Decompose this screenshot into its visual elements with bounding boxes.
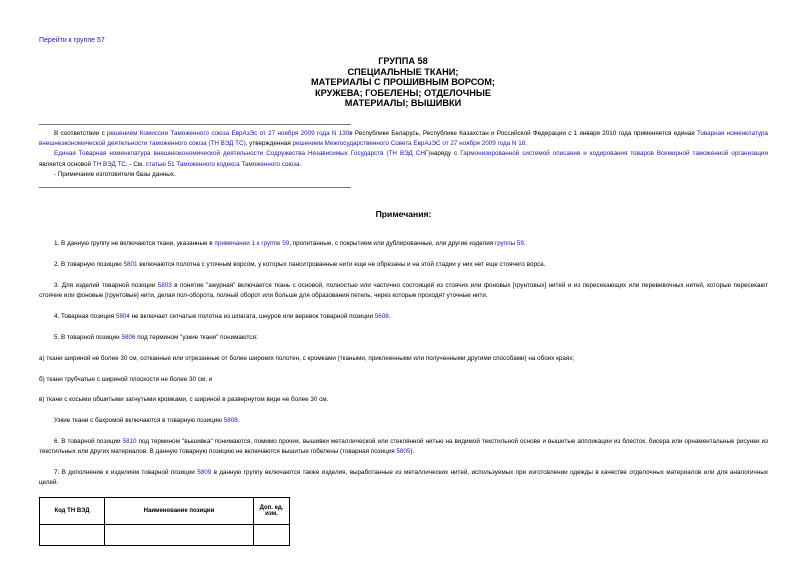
- group-title: [250, 56, 556, 109]
- wco-link[interactable]: Всемирной таможенной организации: [656, 150, 769, 158]
- divider-bottom: [39, 187, 351, 188]
- manufacturer-note-box: [39, 129, 768, 180]
- heading-5801-link[interactable]: 5801: [123, 261, 138, 268]
- note-3: 3. Для изделий товарной позиции 5803 в понятие "ажурная" включается ткань с основой, полностью или частично состоящей из стоячих или фоновых [грунтовых] нитей и из пересекающих или перевивочных нитей, которые пересекают стоячие или фоновые [грунтовые] нити, делая пол-оборота, полный оборот или больше для образования петель, через которые проходят уточные нити.: [39, 282, 768, 300]
- notes-heading: Примечания:: [375, 209, 432, 219]
- harmonized-system-link[interactable]: Гармонизированной системой описания и кодирования товаров: [460, 150, 654, 158]
- table-row: [40, 525, 290, 546]
- heading-5803-link[interactable]: 5803: [157, 282, 172, 289]
- article-51-link[interactable]: статью 51 Таможенного кодекса Таможенного союза: [145, 160, 300, 168]
- note-1: 1. В данную группу не включаются ткани, указанные в примечании 1 к группе 59, пропитанные, с покрытием или дублированные, или другие изделия группы 59.: [54, 240, 526, 247]
- heading-5810-link[interactable]: 5810: [122, 438, 137, 445]
- heading-5804-link[interactable]: 5804: [115, 313, 130, 320]
- tn-ved-ts-link-2[interactable]: ТН ВЭД ТС: [92, 160, 126, 168]
- note-5: 5. В товарной позиции 5806 под термином "узкие ткани" понимаются:: [54, 334, 258, 341]
- heading-5608-link[interactable]: 5608: [374, 313, 389, 320]
- table-cell: [40, 525, 105, 546]
- divider-top: [39, 124, 351, 125]
- column-header-name: Наименование позиции: [105, 498, 254, 525]
- codes-table: [39, 497, 290, 546]
- column-header-unit: Доп. ед. изм.: [254, 498, 290, 525]
- title-line: МАТЕРИАЛЫ; ВЫШИВКИ: [344, 98, 462, 109]
- title-line: КРУЖЕВА; ГОБЕЛЕНЫ; ОТДЕЛОЧНЫЕ: [315, 87, 491, 98]
- decision-130-link[interactable]: решением Комиссии Таможенного союза ЕврАзЭс от 27 ноября 2009 года N 130: [107, 130, 350, 137]
- note-1-group-59-note-link[interactable]: примечании 1 к группе 59: [214, 240, 290, 247]
- table-cell: [105, 525, 254, 546]
- heading-5808-link[interactable]: 5808: [223, 417, 238, 424]
- info-paragraph-2: Единая Товарная номенклатура внешнеэкономической деятельности Содружества Независимых Государств (ТН ВЭД СНГ)наряду с Гармонизированной системой описания и кодирования товаров Всемирной таможенной организации является основой ТН ВЭД ТС. - См. статью 51 Таможенного кодекса Таможенного союза.: [39, 150, 769, 168]
- note-4: 4. Товарная позиция 5804 не включает сетчатые полотна из шпагата, шнуров или веревок товарной позиции 5608.: [54, 313, 391, 320]
- tn-ved-sng-link[interactable]: Единая Товарная номенклатура внешнеэкономической деятельности Содружества Независимых Государств (ТН ВЭД СНГ): [54, 150, 431, 158]
- tn-ved-ts-link[interactable]: Товарная номенклатура внешнеэкономической деятельности таможенного союза (ТН ВЭД ТС): [39, 130, 768, 148]
- note-5-item-b: б) ткани трубчатые с шириной плоскости не более 30 см; и: [39, 376, 213, 383]
- heading-5806-link[interactable]: 5806: [121, 334, 136, 341]
- note-5-tail: Узкие ткани с бахромой включаются в товарную позицию 5808.: [54, 417, 240, 424]
- note-6: 6. В товарной позиции 5810 под термином "вышивка" понимаются, помимо прочих, вышивки металлической или стеклянной нитью на видимой текстильной основе и вышитые аппликации из блесток, бисера или орнаментальные рисунки из текстильных или других материалов. В данную товарную позицию не включаются вышитые гобелены (товарная позиция 5805).: [39, 438, 768, 456]
- column-header-code: Код ТН ВЭД: [40, 498, 105, 525]
- title-line: МАТЕРИАЛЫ С ПРОШИВНЫМ ВОРСОМ;: [310, 77, 495, 88]
- table-cell: [254, 525, 290, 546]
- heading-5805-link[interactable]: 5805: [396, 448, 411, 456]
- decision-18-link[interactable]: решением Межгосударственного Совета ЕврАзЭС от 27 ноября 2009 года N 18: [292, 140, 526, 148]
- goto-group-57-link[interactable]: Перейти к группе 57: [39, 37, 105, 44]
- heading-5809-link[interactable]: 5809: [197, 469, 212, 476]
- note-2: 2. В товарную позицию 5801 включаются полотна с уточным ворсом, у которых ланситрованные нити еще не обрезаны и на этой стадии у них нет еще стоячего ворса.: [54, 261, 546, 268]
- note-5-item-a: а) ткани шириной не более 30 см, сотканные или отрезанные от более широких полотен, с кромками (ткаными, приклеенными или полученными другими способами) на обоих краях;: [39, 355, 575, 362]
- note-5-item-c: в) ткани с косыми обшитыми загнутыми кромками, с шириной в развернутом виде не более 30 см.: [39, 396, 329, 403]
- note-7: 7. В дополнение к изделиям товарной позиции 5809 в данную группу включаются также изделия, выработанные из металлических нитей, используемых при изготовлении одежды в качестве отделочных материалов или для аналогичных целей.: [39, 469, 768, 487]
- table-header-row: [40, 498, 290, 525]
- info-paragraph-1: В соответствии с решением Комиссии Таможенного союза ЕврАзЭс от 27 ноября 2009 года N 130в Республике Беларусь, Республике Казахстан и Российской Федерации с 1 января 2010 года применяется единая Товарная номенклатура внешнеэкономической деятельности таможенного союза (ТН ВЭД ТС), утвержденная решением Межгосударственного Совета ЕврАзЭС от 27 ноября 2009 года N 18.: [39, 130, 768, 148]
- title-line: СПЕЦИАЛЬНЫЕ ТКАНИ;: [347, 66, 459, 77]
- note-1-group-59-link[interactable]: группы 59: [494, 240, 524, 247]
- title-line: ГРУППА 58: [378, 56, 428, 66]
- info-paragraph-3: - Примечание изготовителя базы данных.: [54, 170, 176, 178]
